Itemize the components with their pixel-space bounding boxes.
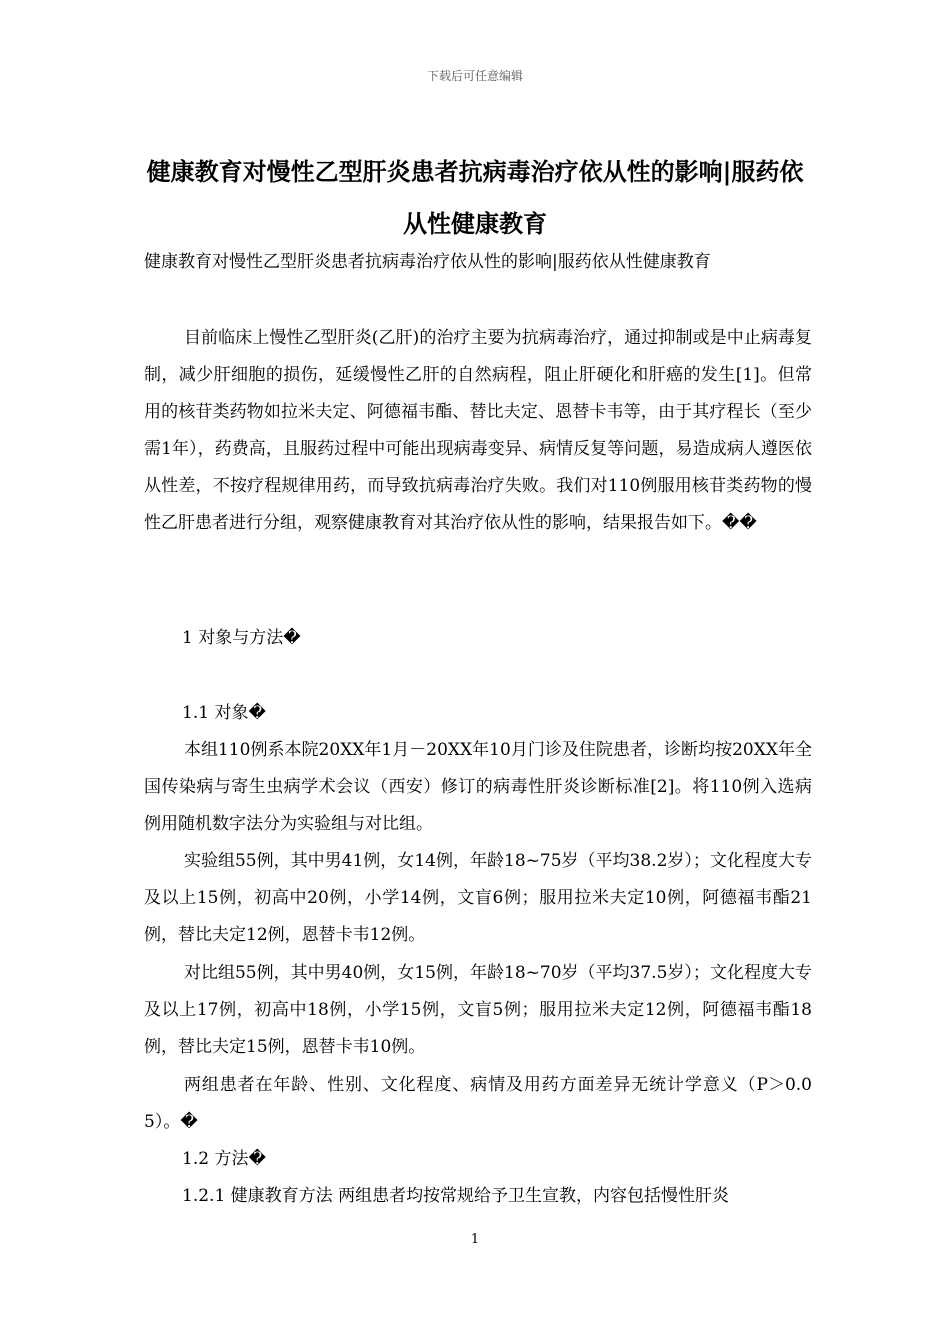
objects-paragraph: 本组110例系本院20XX年1月－20XX年10月门诊及住院患者，诊断均按20XX年全国传染病与寄生虫病学术会议（西安）修订的病毒性肝炎诊断标准[2]。将110例入选病例用随机数字法分为实验组与对比组。 [144,740,812,834]
section-heading-1-1: 1.1 对象� [182,703,266,723]
intro-paragraph: 目前临床上慢性乙型肝炎(乙肝)的治疗主要为抗病毒治疗，通过抑制或是中止病毒复制，减少肝细胞的损伤，延缓慢性乙肝的自然病程，阻止肝硬化和肝癌的发生[1]。但常用的核苷类药物如拉米夫定、阿德福韦酯、替比夫定、恩替卡韦等，由于其疗程长（至少需1年），药费高，且服药过程中可能出现病毒变异、病情反复等问题，易造成病人遵医依从性差，不按疗程规律用药，而导致抗病毒治疗失败。我们对110例服用核苷类药物的慢性乙肝患者进行分组，观察健康教育对其治疗依从性的影响，结果报告如下。�� [144,328,812,533]
page-number: 1 [470,1232,480,1247]
control-group-paragraph: 对比组55例，其中男40例，女15例，年龄18~70岁（平均37.5岁）；文化程度大专及以上17例，初高中18例，小学15例，文盲5例；服用拉米夫定12例，阿德福韦酯18例，替比夫定15例，恩替卡韦10例。 [144,963,812,1057]
document-subtitle: 健康教育对慢性乙型肝炎患者抗病毒治疗依从性的影响|服药依从性健康教育 [144,252,711,272]
section-heading-1-2: 1.2 方法� [182,1149,266,1169]
section-1-2-1-paragraph: 1.2.1 健康教育方法 两组患者均按常规给予卫生宣教，内容包括慢性肝炎 [182,1186,730,1206]
document-title: 健康教育对慢性乙型肝炎患者抗病毒治疗依从性的影响|服药依从性健康教育 [146,158,804,238]
comparison-paragraph: 两组患者在年龄、性别、文化程度、病情及用药方面差异无统计学意义（P＞0.05）。� [144,1075,812,1132]
page-header-note: 下载后可任意编辑 [426,69,523,83]
section-heading-1: 1 对象与方法� [182,628,301,648]
experimental-group-paragraph: 实验组55例，其中男41例，女14例，年龄18~75岁（平均38.2岁）；文化程度大专及以上15例，初高中20例，小学14例，文盲6例；服用拉米夫定10例，阿德福韦酯21例，替比夫定12例，恩替卡韦12例。 [144,851,812,945]
